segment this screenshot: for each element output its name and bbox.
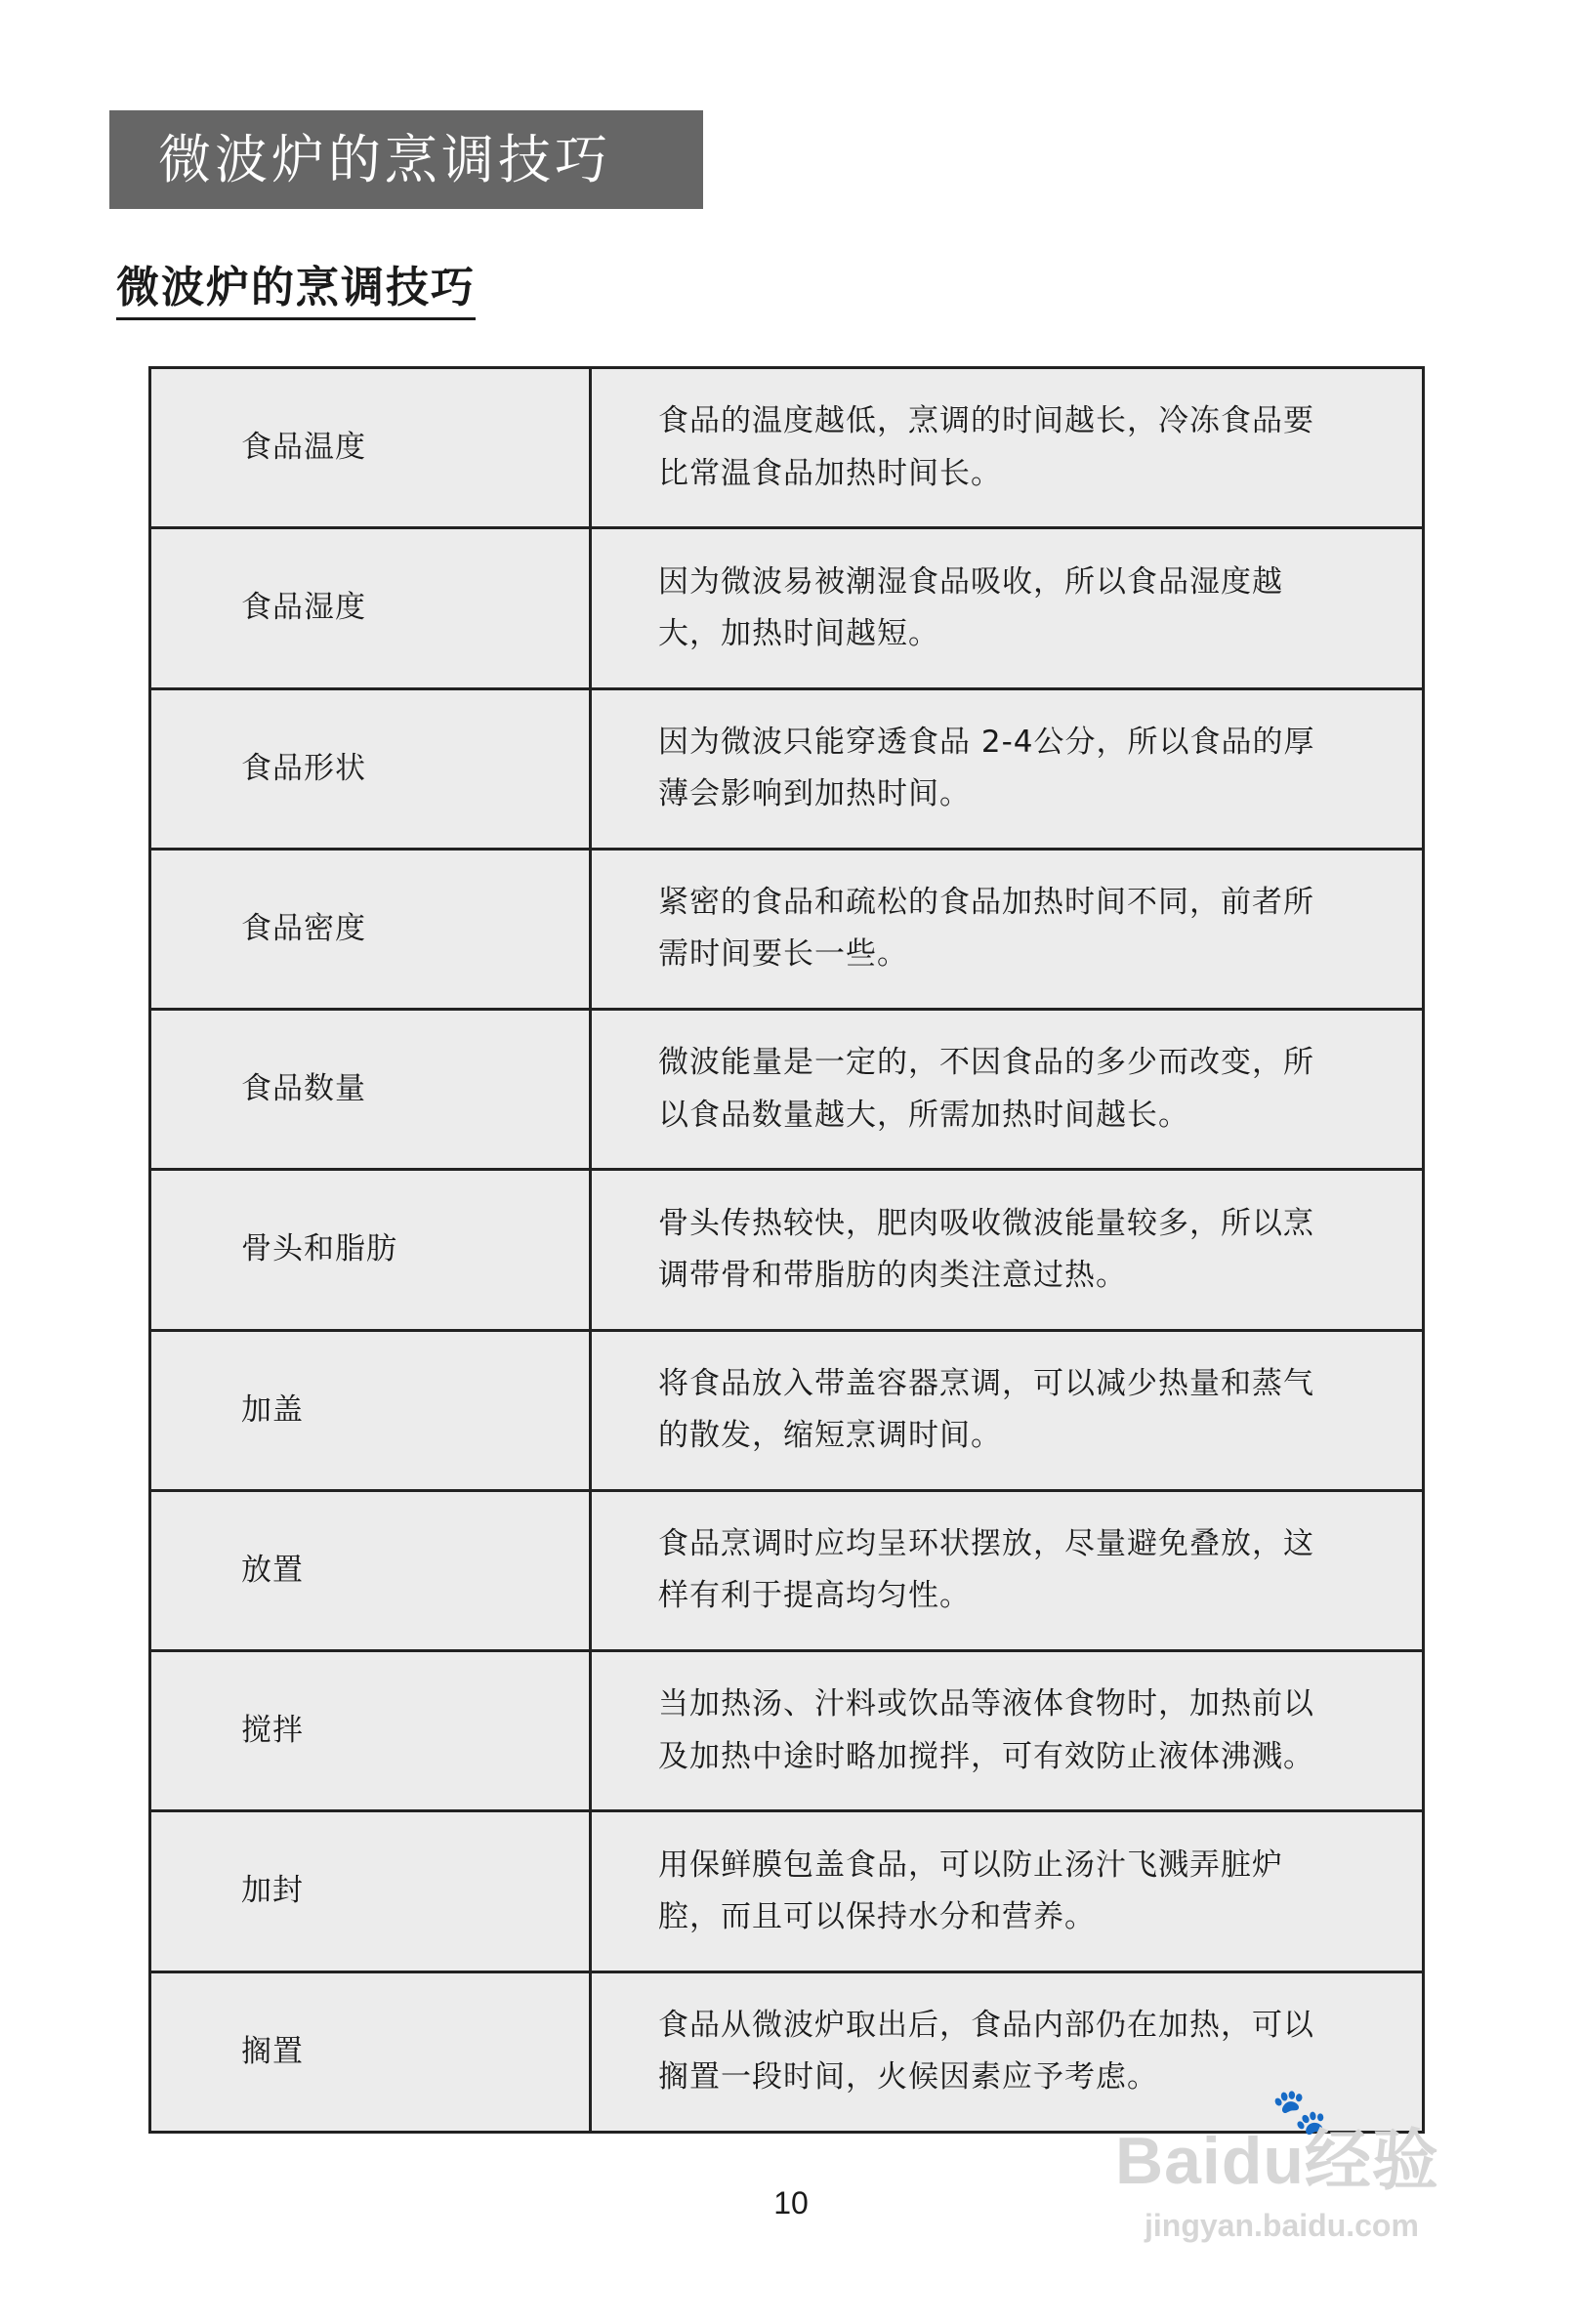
tip-description: 将食品放入带盖容器烹调，可以减少热量和蒸气的散发，缩短烹调时间。	[591, 1330, 1424, 1490]
page-number: 10	[773, 2185, 809, 2220]
banner-title	[109, 110, 703, 209]
paw-icon: 🐾	[1271, 2085, 1328, 2137]
table-row	[150, 1811, 1424, 1971]
table-row	[150, 849, 1424, 1009]
banner-title-text: 微波炉的烹调技巧	[158, 128, 611, 190]
tip-description: 用保鲜膜包盖食品，可以防止汤汁飞溅弄脏炉腔，而且可以保持水分和营养。	[591, 1811, 1424, 1971]
table-row	[150, 1170, 1424, 1330]
tip-label: 搅拌	[150, 1651, 591, 1811]
tip-label: 食品温度	[150, 368, 591, 528]
tip-description: 微波能量是一定的，不因食品的多少而改变，所以食品数量越大，所需加热时间越长。	[591, 1010, 1424, 1170]
table-row	[150, 528, 1424, 688]
tip-label: 食品数量	[150, 1010, 591, 1170]
watermark-url: jingyan.baidu.com	[1145, 2208, 1419, 2243]
table-row	[150, 688, 1424, 849]
cooking-tips-table	[148, 366, 1425, 2134]
table-row	[150, 1490, 1424, 1650]
tip-label: 食品密度	[150, 849, 591, 1009]
table-row	[150, 1010, 1424, 1170]
watermark-brand: Baidu经验	[1115, 2124, 1439, 2198]
tip-description: 因为微波只能穿透食品 2-4公分，所以食品的厚薄会影响到加热时间。	[591, 688, 1424, 849]
table-row	[150, 368, 1424, 528]
table-row	[150, 1971, 1424, 2132]
tip-description: 骨头传热较快，肥肉吸收微波能量较多，所以烹调带骨和带脂肪的肉类注意过热。	[591, 1170, 1424, 1330]
tip-description: 食品烹调时应均呈环状摆放，尽量避免叠放，这样有利于提高均匀性。	[591, 1490, 1424, 1650]
tip-label: 搁置	[150, 1971, 591, 2132]
tip-label: 加封	[150, 1811, 591, 1971]
section-title: 微波炉的烹调技巧	[116, 264, 476, 320]
table-row	[150, 1651, 1424, 1811]
tip-label: 加盖	[150, 1330, 591, 1490]
tip-description: 紧密的食品和疏松的食品加热时间不同，前者所需时间要长一些。	[591, 849, 1424, 1009]
tip-description: 食品的温度越低，烹调的时间越长，冷冻食品要比常温食品加热时间长。	[591, 368, 1424, 528]
tip-description: 当加热汤、汁料或饮品等液体食物时，加热前以及加热中途时略加搅拌，可有效防止液体沸溅。	[591, 1651, 1424, 1811]
tip-description: 因为微波易被潮湿食品吸收，所以食品湿度越大，加热时间越短。	[591, 528, 1424, 688]
tip-label: 骨头和脂肪	[150, 1170, 591, 1330]
tip-label: 放置	[150, 1490, 591, 1650]
tip-description: 食品从微波炉取出后，食品内部仍在加热，可以搁置一段时间，火候因素应予考虑。	[591, 1971, 1424, 2132]
tips-table-body	[150, 368, 1424, 2133]
table-row	[150, 1330, 1424, 1490]
tip-label: 食品形状	[150, 688, 591, 849]
tip-label: 食品湿度	[150, 528, 591, 688]
